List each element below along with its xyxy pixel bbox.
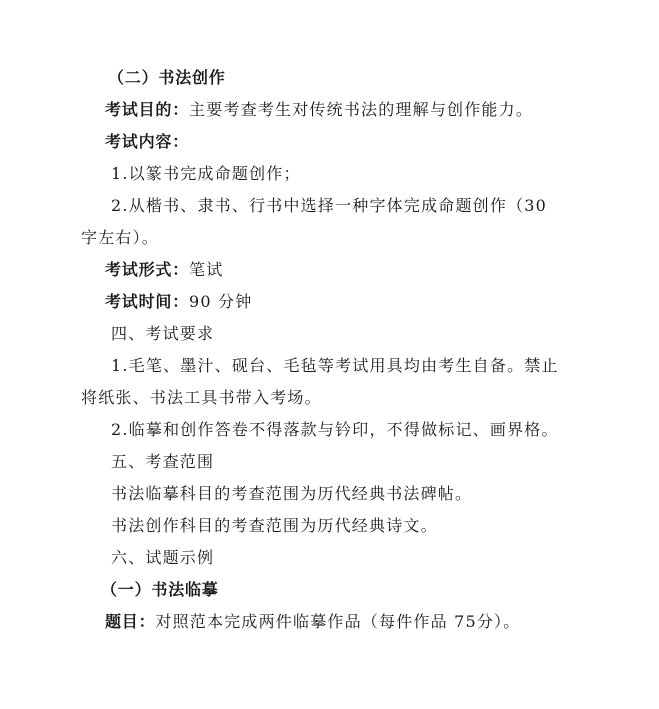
requirement-2: 2.临摹和创作答卷不得落款与钤印，不得做标记、画界格。 bbox=[111, 420, 559, 439]
requirement-1-line1: 1.毛笔、墨汁、砚台、毛毡等考试用具均由考生自备。禁止 bbox=[111, 356, 559, 375]
exam-time-label: 考试时间： bbox=[105, 292, 190, 311]
content-item-2-line1: 2.从楷书、隶书、行书中选择一种字体完成命题创作（30 bbox=[111, 196, 548, 215]
scope-item-1: 书法临摹科目的考查范围为历代经典书法碑帖。 bbox=[111, 484, 473, 503]
section-heading-calligraphy-creation: （二）书法创作 bbox=[108, 68, 226, 87]
exam-purpose-line bbox=[105, 100, 533, 120]
question-line bbox=[105, 612, 520, 632]
scope-item-2: 书法创作科目的考查范围为历代经典诗文。 bbox=[111, 516, 438, 535]
exam-time-line bbox=[105, 292, 252, 312]
content-item-1: 1.以篆书完成命题创作； bbox=[111, 164, 301, 183]
exam-form-label: 考试形式： bbox=[105, 260, 190, 279]
question-text: 对照范本完成两件临摹作品（每件作品 75分）。 bbox=[155, 612, 521, 631]
requirement-1-line2: 将纸张、书法工具书带入考场。 bbox=[81, 388, 322, 407]
question-label: 题目： bbox=[105, 612, 156, 631]
sub-section-heading-calligraphy-copying: （一）书法临摹 bbox=[101, 580, 219, 599]
exam-purpose-label: 考试目的： bbox=[105, 100, 190, 119]
exam-content-label: 考试内容： bbox=[105, 132, 190, 151]
exam-form-text: 笔试 bbox=[189, 260, 224, 279]
section-heading-exam-requirements: 四、考试要求 bbox=[111, 324, 215, 343]
section-heading-exam-scope: 五、考查范围 bbox=[111, 452, 215, 471]
exam-time-text: 90 分钟 bbox=[189, 292, 253, 311]
content-item-2-line2: 字左右）。 bbox=[81, 228, 160, 247]
section-heading-question-examples: 六、试题示例 bbox=[111, 548, 215, 567]
exam-purpose-text: 主要考查考生对传统书法的理解与创作能力。 bbox=[189, 100, 534, 119]
exam-form-line bbox=[105, 260, 223, 280]
